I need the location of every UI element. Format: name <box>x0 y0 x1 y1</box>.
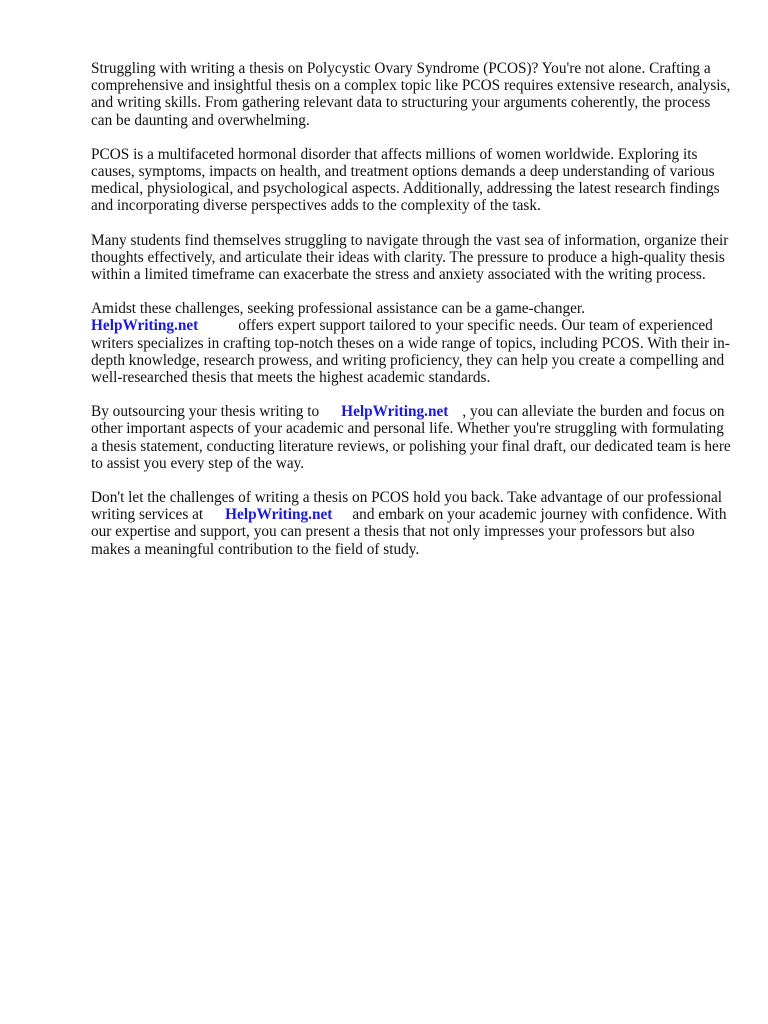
paragraph-professional-assistance <box>91 300 731 386</box>
paragraph-student-struggles: Many students find themselves struggling to navigate through the vast sea of information, organize their thoughts effectively, and articulate their ideas with clarity. The pressure to produce a high-quality thesis within a limited timeframe can exacerbate the stress and anxiety associated with the writing process. <box>91 231 729 284</box>
paragraph-text: offers expert support tailored to your specific needs. Our team of experienced writers specializes in crafting top-notch theses on a wide range of topics, including PCOS. With their in-depth knowledge, research prowess, and writing proficiency, they can help you create a compelling and well-researched thesis that meets the highest academic standards. <box>91 317 730 387</box>
paragraph-text: and embark on your academic journey with confidence. With our expertise and support, you can present a thesis that not only impresses your professors but also makes a meaningful contribution to the field of study. <box>91 506 727 558</box>
paragraph-text: , you can alleviate the burden and focus on other important aspects of your academic and personal life. Whether you're struggling with formulating a thesis statement, conducting literature reviews, or polishing your final draft, our dedicated team is here to assist you every step of the way. <box>91 403 731 472</box>
helpwriting-link[interactable]: HelpWriting.net <box>225 506 333 524</box>
document-page <box>91 60 731 575</box>
paragraph-text: By outsourcing your thesis writing to <box>91 403 320 421</box>
helpwriting-link[interactable]: HelpWriting.net <box>91 317 199 335</box>
paragraph-text: Don't let the challenges of writing a thesis on PCOS hold you back. Take advantage of our professional writing services at <box>91 489 722 524</box>
paragraph-pcos-overview: PCOS is a multifaceted hormonal disorder that affects millions of women worldwide. Exploring its causes, symptoms, impacts on health, and treatment options demands a deep understanding of various medical, physiological, and psychological aspects. Additionally, addressing the latest research findings and incorporating diverse perspectives adds to the complexity of the task. <box>91 145 720 215</box>
paragraph-outsourcing <box>91 403 731 472</box>
helpwriting-link[interactable]: HelpWriting.net <box>341 403 449 421</box>
paragraph-intro: Struggling with writing a thesis on Polycystic Ovary Syndrome (PCOS)? You're not alone. Crafting a comprehensive and insightful thesis on a complex topic like PCOS requires extensive research, analysis, and writing skills. From gathering relevant data to structuring your arguments coherently, the process can be daunting and overwhelming. <box>91 60 731 129</box>
paragraph-text: Amidst these challenges, seeking professional assistance can be a game-changer. <box>91 300 585 318</box>
paragraph-call-to-action <box>91 489 731 558</box>
